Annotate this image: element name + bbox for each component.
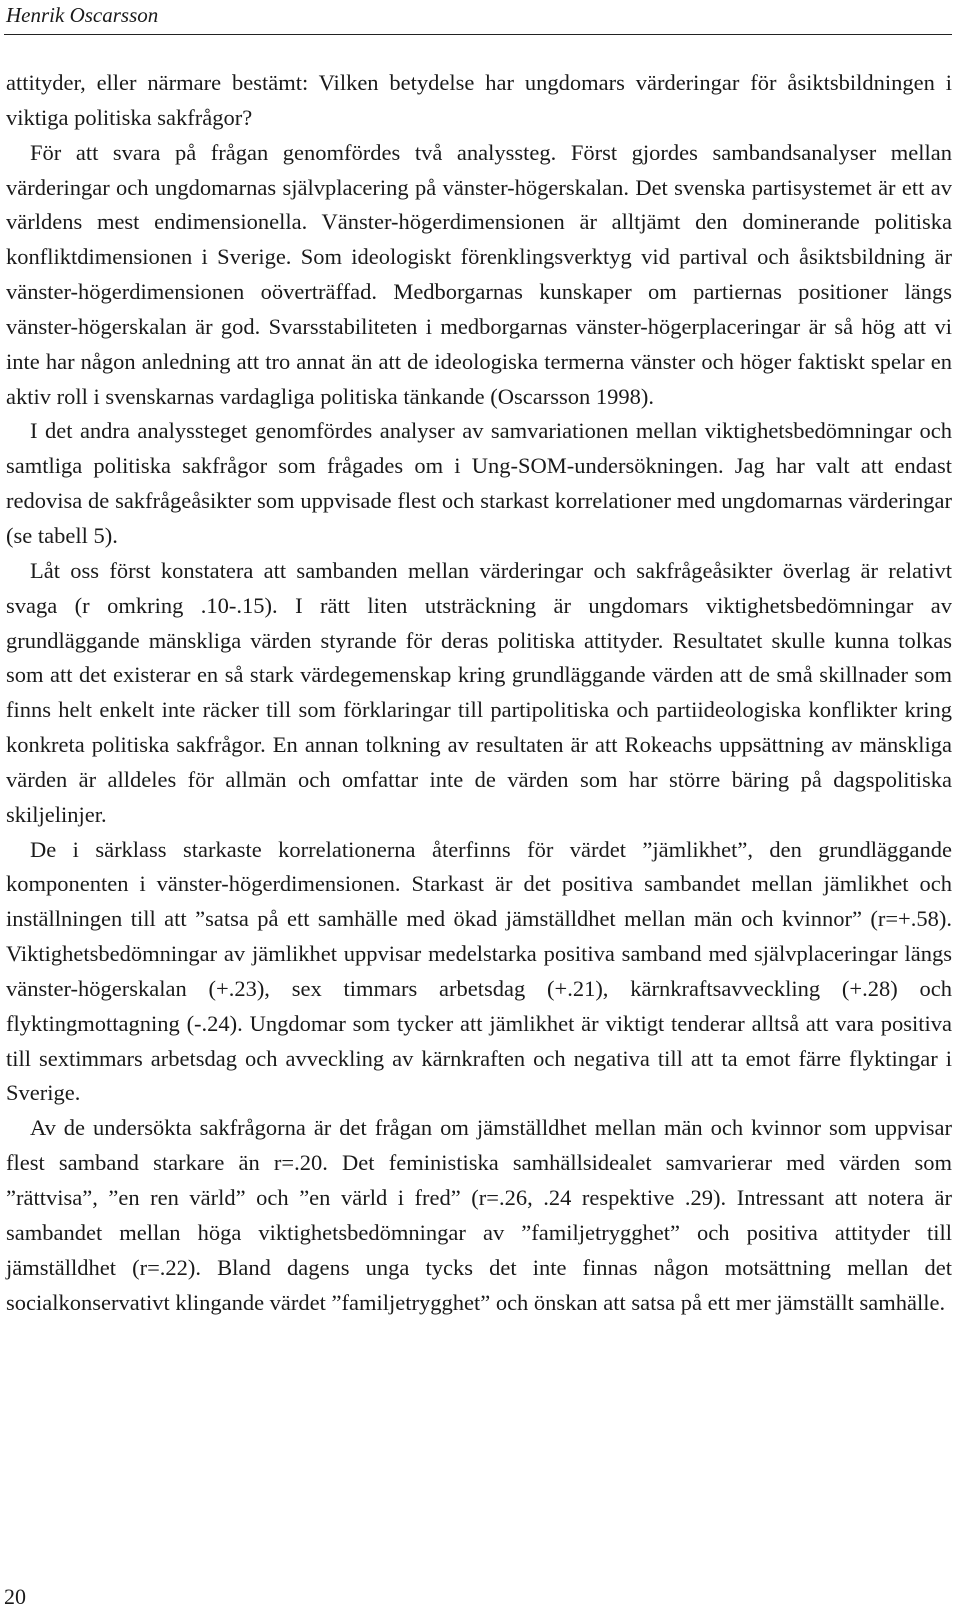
- page-number: 20: [4, 1584, 26, 1609]
- header-rule: [4, 34, 952, 35]
- paragraph: För att svara på frågan genomfördes två analyssteg. Först gjordes sambandsanalyser mellan värderingar och ungdomarnas självplacering på vänster-högerskalan. Det svenska partisystemet är ett av världens mest endimensionella. Vänster-högerdimensionen är alltjämt den dominerande politiska konfliktdimensionen i Sverige. Som ideologiskt förenklingsverktyg vid partival och åsiktsbildning är vänster-högerdimensionen oöverträffad. Medborgarnas kunskaper om partiernas positioner längs vänster-högerskalan är god. Svarsstabiliteten i medborgarnas vänster-högerplaceringar är så hög att vi inte har någon anledning att tro annat än att de ideologiska termerna vänster och höger faktiskt spelar en aktiv roll i svenskarnas vardagliga politiska tänkande (Oscarsson 1998).: [6, 139, 952, 409]
- paragraph: De i särklass starkaste korrelationerna återfinns för värdet ”jämlikhet”, den grundläggande komponenten i vänster-högerdimensionen. Starkast är det positiva sambandet mellan jämlikhet och inställningen till att ”satsa på ett samhälle med ökad jämställdhet mellan män och kvinnor” (r=+.58). Viktighetsbedömningar av jämlikhet uppvisar medelstarka positiva samband med självplaceringar längs vänster-högerskalan (+.23), sex timmars arbetsdag (+.21), kärnkraftsavveckling (+.28) och flyktingmottagning (-.24). Ungdomar som tycker att jämlikhet är viktigt tenderar alltså att vara positiva till sextimmars arbetsdag och avveckling av kärnkraften och negativa till att ta emot färre flyktingar i Sverige.: [6, 836, 952, 1106]
- paragraph: Låt oss först konstatera att sambanden mellan värderingar och sakfrågeåsikter överlag är relativt svaga (r omkring .10-.15). I rätt liten utsträckning är ungdomars viktighetsbedömningar av grundläggande mänskliga värden styrande för deras politiska attityder. Resultatet skulle kunna tolkas som att det existerar en så stark värdegemenskap kring grundläggande värden att de små skillnader som finns helt enkelt inte räcker till som förklaringar till partipolitiska och partiideologiska konflikter kring konkreta politiska sakfrågor. En annan tolkning av resultaten är att Rokeachs uppsättning av mänskliga värden är alldeles för allmän och omfattar inte de värden som har större bäring på dagspolitiska skiljelinjer.: [6, 557, 952, 827]
- body-text: [6, 66, 952, 1320]
- paragraph: Av de undersökta sakfrågorna är det frågan om jämställdhet mellan män och kvinnor som uppvisar flest samband starkare än r=.20. Det feministiska samhällsidealet samvarierar med värden som ”rättvisa”, ”en ren värld” och ”en värld i fred” (r=.26, .24 respektive .29). Intressant att notera är sambandet mellan höga viktighetsbedömningar av ”familjetrygghet” och positiva attityder till jämställdhet (r=.22). Bland dagens unga tycks det inte finnas någon motsättning mellan det socialkonservativt klingande värdet ”familjetrygghet” och önskan att satsa på ett mer jämställt samhälle.: [6, 1115, 952, 1315]
- paragraph-continued: attityder, eller närmare bestämt: Vilken betydelse har ungdomars värderingar för åsiktsbildningen i viktiga politiska sakfrågor?: [6, 70, 952, 130]
- paragraph: I det andra analyssteget genomfördes analyser av samvariationen mellan viktighetsbedömningar och samtliga politiska sakfrågor som frågades om i Ung-SOM-undersökningen. Jag har valt att endast redovisa de sakfrågeåsikter som uppvisade flest och starkast korrelationer med ungdomarnas värderingar (se tabell 5).: [6, 418, 952, 548]
- running-head: Henrik Oscarsson: [6, 3, 159, 27]
